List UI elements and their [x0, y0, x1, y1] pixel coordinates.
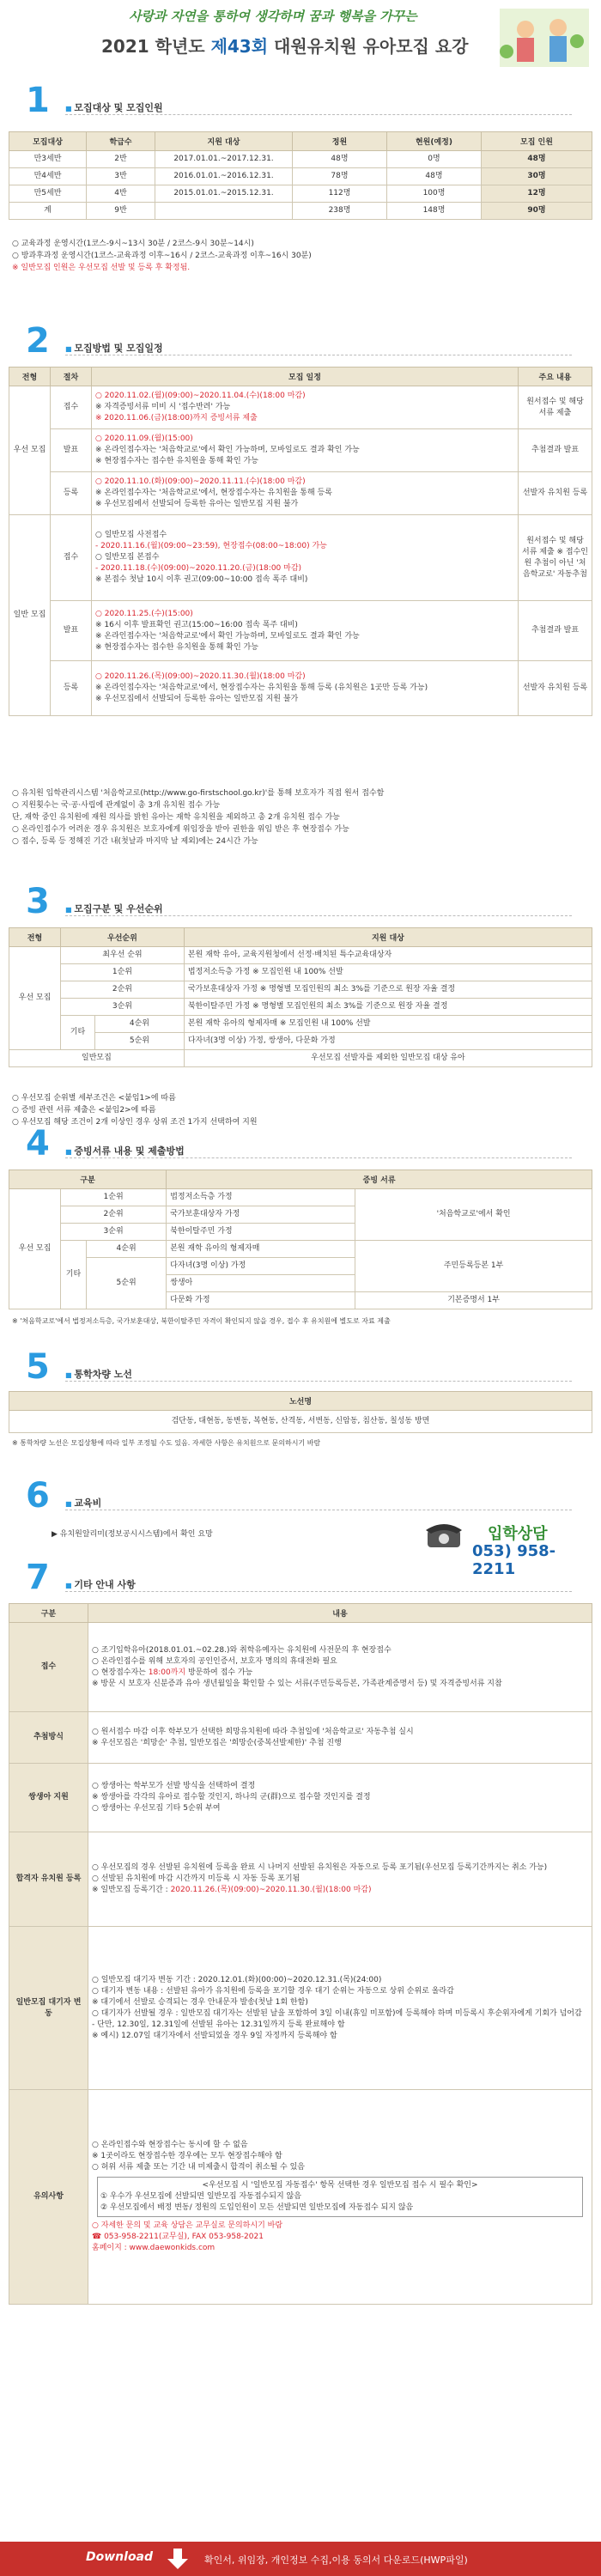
phone-label: 입학상담	[488, 1525, 548, 1543]
section-title: ■ 교육비	[65, 1496, 101, 1510]
priority-table: 전형 우선순위 지원 대상 우선 모집 최우선 순위 본원 재학 유아, 교육지원청에서 선정·배치된 특수교육대상자 1순위 법정저소득층 가정 ※ 모집인원 내 100% 선발 2순위 국가보훈대상자 가정 ※ 명형별 모집인원의 최소 3%를 기준으로 원장 자율 결정 3순위 북한이탈주민 가정 ※ 명형별 모집인원의 최소 3%를 기준으로 원장 자율 결정 기타 4순위 본원 재학 유아의 형제자매 ※ 모집인원 내 100% 선발 5순위 다자녀(3명 이상) 가정, 쌍생아, 다문화 가정 일반모집 우선모집 선발자를 제외한 일반모집 대상 유아	[9, 927, 592, 1067]
section-title: ■ 모집구분 및 우선순위	[65, 902, 163, 915]
table-row: 일반모집 대기자 변동 ○ 일반모집 대기자 변동 기간 : 2020.12.01.(화)(00:00)~2020.12.31.(목)(24:00) ○ 대기자 변동 내용 : 선발된 유아가 유치원에 등록을 포기할 경우 대기 순위는 자동으로 상위 순위로 올라감 ※ 대기에서 선발로 승격되는 경우 안내문자 발송(첫날 1회 한함) ○ 대기자가 선발될 경우 : 일반모집 대기자는 선발된 날을 포함하여 3일 이내(휴일 미포함)에 등록해야 하며 미등록시 후순위자에게 기회가 넘어감 - 단만, 12.30일, 12.31일에 선발된 유아는 12.31일까지 등록 완료해야 함 ※ 예시) 12.07일 대기자에서 선발되었을 경우 9일 자정까지 등록해야 함	[9, 1927, 592, 2090]
download-bar[interactable]	[0, 2542, 601, 2576]
table-row: 기타 4순위 본원 재학 유아의 형제자매 ※ 모집인원 내 100% 선발	[9, 1016, 592, 1033]
table-row: 다문화 가정 기본증명서 1부	[9, 1292, 592, 1309]
table-row: 계 9반 238명 148명 90명	[9, 203, 592, 220]
table-row: 접수 ○ 조기입학유아(2018.01.01.~02.28.)와 취학유예자는 유치원에 사전문의 후 현장접수 ○ 온라인접수를 위해 보호자의 공인인증서, 보호자 명의의 휴대전화 필요 ○ 현장접수자는 18:00까지 방문하여 접수 가능 ※ 방문 시 보호자 신분증과 유아 생년월일을 확인할 수 있는 서류(주민등록등본, 가족관계증명서 등) 및 자격증빙서류 지참	[9, 1623, 592, 1712]
section-number: 7	[26, 1558, 50, 1597]
table-row: 검단동, 대현동, 동변동, 복현동, 산격동, 서변동, 신암동, 침산동, 칠성동 방면	[9, 1411, 592, 1433]
table-row: 만3세반 2반 2017.01.01.~2017.12.31. 48명 0명 48명	[9, 151, 592, 168]
table-row: 5순위 다자녀(3명 이상) 가정	[9, 1258, 592, 1275]
slogan: 사랑과 자연을 통하여 생각하며 꿈과 행복을 가꾸는	[129, 9, 417, 24]
table-row: 쌍생아 지원 ○ 쌍생아는 학부모가 선발 방식을 선택하여 결정 ※ 쌍생아를 각각의 유아로 접수할 것인지, 하나의 군(群)으로 접수할 것인지를 결정 ○ 쌍생아는 우선모집 기타 5순위 부여	[9, 1764, 592, 1832]
bus-note: ※ 통학차량 노선은 모집상황에 따라 일부 조정될 수도 있음. 자세한 사항은 유치원으로 문의하시기 바람	[12, 1439, 321, 1447]
section-number: 2	[26, 321, 50, 361]
table-row: 발표 ○ 2020.11.09.(월)(15:00) ※ 온라인접수자는 '처음학교로'에서 확인 가능하며, 모바일로도 결과 확인 가능 ※ 현장접수자는 접수한 유치원을 통해 확인 가능 추첨결과 발표	[9, 429, 592, 472]
table-header: 모집대상 학급수 지원 대상 정원 현원(예정) 모집 인원	[9, 132, 592, 151]
section-priority	[0, 883, 601, 1166]
header	[0, 0, 601, 69]
recruit-notes: ○ 교육과정 운영시간(1코스-9시~13시 30분 / 2코스-9시 30분~14시) ○ 방과후과정 운영시간(1코스-교육과정 이후~16시 / 2코스-교육과정 이후~16시 30분) ※ 일반모집 인원은 우선모집 선발 및 등록 후 확정됨.	[12, 240, 312, 272]
homepage-link[interactable]: 홈페이지 : www.daewonkids.com	[92, 2244, 216, 2252]
section-title: ■ 모집방법 및 모집일정	[65, 341, 163, 355]
telephone-icon	[424, 1520, 464, 1549]
table-row: 일반모집 우선모집 선발자를 제외한 일반모집 대상 유아	[9, 1050, 592, 1067]
table-row: 5순위 다자녀(3명 이상) 가정, 쌍생아, 다문화 가정	[9, 1033, 592, 1050]
tuition-text: ▶ 유치원알리미(정보공시시스템)에서 확인 요망	[52, 1530, 213, 1539]
documents-table: 구분 증빙 서류 우선 모집 1순위 법정저소득층 가정 '처음학교로'에서 확인 2순위 국가보훈대상자 가정 3순위 북한이탈주민 가정 기타 4순위 본원 재학 유아의 형제자매 주민등록등본 1부 5순위 다자녀(3명 이상) 가정 쌍생아 다문화 가정 기본증명서 1부	[9, 1170, 592, 1309]
table-row: 발표 ○ 2020.11.25.(수)(15:00) ※ 16시 이후 발표확인 권고(15:00~16:00 접속 폭주 대비) ※ 온라인접수자는 '처음학교로'에서 확인 가능하며, 모바일로도 결과 확인 가능 ※ 현장접수자는 접수한 유치원을 통해 확인 가능 추첨결과 발표	[9, 601, 592, 661]
documents-note: ※ '처음학교로'에서 법정저소득층, 국가보훈대상, 북한이탈주민 자격이 확인되지 않을 경우, 접수 후 유치원에 별도로 자료 제출	[12, 1317, 391, 1325]
table-row: 우선 모집 접수 ○ 2020.11.02.(월)(09:00)~2020.11.04.(수)(18:00 마감) ※ 자격증빙서류 미비 시 '접수반려' 가능 ※ 2020.11.06.(금)(18:00)까지 증빙서류 제출 원서접수 및 해당 서류 제출	[9, 386, 592, 429]
download-link-text[interactable]: 확인서, 위임장, 개인정보 수집,이용 동의서 다운로드(HWP파일)	[204, 2555, 468, 2566]
table-row: 우선 모집 최우선 순위 본원 재학 유아, 교육지원청에서 선정·배치된 특수교육대상자	[9, 947, 592, 964]
bus-table: 노선명 검단동, 대현동, 동변동, 복현동, 산격동, 서변동, 신암동, 침산동, 칠성동 방면	[9, 1391, 592, 1433]
schedule-table: 전형 절차 모집 일정 주요 내용 우선 모집 접수 ○ 2020.11.02.(월)(09:00)~2020.11.04.(수)(18:00 마감) ※ 자격증빙서류 미비 시 '접수반려' 가능 ※ 2020.11.06.(금)(18:00)까지 증빙서류 제출 원서접수 및 해당 서류 제출 발표 ○ 2020.11.09.(월)(15:00) ※ 온라인접수자는 '처음학교로'에서 확인 가능하며, 모바일로도 결과 확인 가능 ※ 현장접수자는 접수한 유치원을 통해 확인 가능 추첨결과 발표 등록 ○ 2020.11.10.(화)(09:00)~2020.11.11.(수)(18:00 마감) ※ 온라인접수자는 '처음학교로'에서, 현장접수자는 유치원을 통해 등록 ※ 우선모집에서 선발되어 등록한 유아는 일반모집 지원 불가 선발자 유치원 등록 일반 모집 접수 ○ 일반모집 사전접수 - 2020.11.16.(월)(09:00~23:59), 현장접수(08:00~18:00) 가능 ○ 일반모집 본접수 - 2020.11.18.(수)(09:00)~2020.11.20.(금)(18:00 마감) ※ 본접수 첫날 10시 이후 권고(09:00~10:00 접속 폭주 대비) 원서접수 및 해당 서류 제출 ※ 접수인원 추첨이 아닌 '처음학교로' 자동추첨 발표 ○ 2020.11.25.(수)(15:00) ※ 16시 이후 발표확인 권고(15:00~16:00 접속 폭주 대비) ※ 온라인접수자는 '처음학교로'에서 확인 가능하며, 모바일로도 결과 확인 가능 ※ 현장접수자는 접수한 유치원을 통해 확인 가능 추첨결과 발표 등록 ○ 2020.11.26.(목)(09:00)~2020.11.30.(월)(18:00 마감) ※ 온라인접수자는 '처음학교로'에서, 현장접수자는 유치원을 통해 등록 (유치원은 1곳만 등록 가능) ※ 우선모집에서 선발되어 등록한 유아는 일반모집 지원 불가 선발자 유치원 등록	[9, 367, 592, 716]
page-title: 2021 학년도 제43회 대원유치원 유아모집 요강	[101, 36, 469, 57]
table-row: 등록 ○ 2020.11.10.(화)(09:00)~2020.11.11.(수)(18:00 마감) ※ 온라인접수자는 '처음학교로'에서, 현장접수자는 유치원을 통해 등록 ※ 우선모집에서 선발되어 등록한 유아는 일반모집 지원 불가 선발자 유치원 등록	[9, 472, 592, 515]
schedule-notes: ○ 유치원 입학관리시스템 '처음학교로(http://www.go-firstschool.go.kr)'를 통해 보호자가 직접 원서 접수함 ○ 지원횟수는 국·공·사립에 관계없이 총 3개 유치원 접수 가능 단, 재학 중인 유치원에 재원 의사를 밝힌 유아는 재학 유치원을 제외하고 총 2개 유치원 접수 가능 ○ 온라인접수가 어려운 경우 유치원은 보호자에게 위임장을 받아 권한을 위임 받은 후 현장접수 가능 ○ 접수, 등록 등 정해진 기간 내(첫날과 마지막 날 제외)에는 24시간 가능	[12, 789, 385, 846]
table-row: 기타 4순위 본원 재학 유아의 형제자매 주민등록등본 1부	[9, 1241, 592, 1258]
section-title: ■ 모집대상 및 모집인원	[65, 100, 163, 114]
notice-box: <우선모집 시 '일반모집 자동접수' 항목 선택한 경우 일반모집 접수 시 필수 확인> ① 우수가 우선모집에 선발되면 일반모집 자동접수되지 않음 ② 우선모집에서 배정 변동/ 정원의 도입인원이 모든 선발되면 일반모집에 자동접수 되지 않음	[97, 2177, 583, 2217]
recruit-table	[9, 131, 592, 220]
section-recruit-target	[0, 82, 601, 279]
table-row: 쌍생아	[9, 1275, 592, 1292]
table-row: 2순위 국가보훈대상자 가정 ※ 명형별 모집인원의 최소 3%를 기준으로 원장 자율 결정	[9, 981, 592, 999]
section-number: 6	[26, 1476, 50, 1516]
table-row: 일반 모집 접수 ○ 일반모집 사전접수 - 2020.11.16.(월)(09:00~23:59), 현장접수(08:00~18:00) 가능 ○ 일반모집 본접수 - 2020.11.18.(수)(09:00)~2020.11.20.(금)(18:00 마감) ※ 본접수 첫날 10시 이후 권고(09:00~10:00 접속 폭주 대비) 원서접수 및 해당 서류 제출 ※ 접수인원 추첨이 아닌 '처음학교로' 자동추첨	[9, 515, 592, 601]
download-button[interactable]: Download	[86, 2550, 154, 2564]
section-number: 3	[26, 882, 50, 921]
table-row: 우선 모집 1순위 법정저소득층 가정 '처음학교로'에서 확인	[9, 1189, 592, 1206]
section-title: ■ 증빙서류 내용 및 제출방법	[65, 1144, 185, 1157]
phone-number[interactable]: 053) 958-2211	[472, 1542, 556, 1578]
table-row: 추첨방식 ○ 원서접수 마감 이후 학부모가 선택한 희망유치원에 따라 추첨일에 '처음학교로' 자동추첨 실시 ※ 우선모집은 '희망순' 추첨, 일반모집은 '희망순(중복선발제한)' 추첨 진행	[9, 1712, 592, 1764]
table-row: 1순위 법정저소득층 가정 ※ 모집인원 내 100% 선발	[9, 964, 592, 981]
section-other-info	[0, 1558, 601, 2537]
table-row: 합격자 유치원 등록 ○ 우선모집의 경우 선발된 유치원에 등록을 완료 시 나머지 선발된 유치원은 자동으로 등록 포기됨(우선모집 등록기간까지는 취소 가능) ○ 선발된 유치원에 마감 시간까지 미등록 시 자동 등록 포기됨 ※ 일반모집 등록기간 : 2020.11.26.(목)(09:00)~2020.11.30.(월)(18:00 마감)	[9, 1832, 592, 1927]
priority-notes: ○ 우선모집 순위별 세부조건은 <붙임1>에 따름 ○ 증빙 관련 서류 제출은 <붙임2>에 따름 ○ 우선모집 해당 조건이 2개 이상인 경우 상위 조건 1가지 선택하여 지원	[12, 1094, 258, 1127]
section-number: 4	[26, 1124, 50, 1163]
table-row: 만5세반 4반 2015.01.01.~2015.12.31. 112명 100명 12명	[9, 185, 592, 203]
section-title: ■ 기타 안내 사항	[65, 1577, 136, 1591]
section-documents	[0, 1125, 601, 1340]
other-info-table: 구분 내용 접수 ○ 조기입학유아(2018.01.01.~02.28.)와 취학유예자는 유치원에 사전문의 후 현장접수 ○ 온라인접수를 위해 보호자의 공인인증서, 보호자 명의의 휴대전화 필요 ○ 현장접수자는 18:00까지 방문하여 접수 가능 ※ 방문 시 보호자 신분증과 유아 생년월일을 확인할 수 있는 서류(주민등록등본, 가족관계증명서 등) 및 자격증빙서류 지참 추첨방식 ○ 원서접수 마감 이후 학부모가 선택한 희망유치원에 따라 추첨일에 '처음학교로' 자동추첨 실시 ※ 우선모집은 '희망순' 추첨, 일반모집은 '희망순(중복선발제한)' 추첨 진행 쌍생아 지원 ○ 쌍생아는 학부모가 선발 방식을 선택하여 결정 ※ 쌍생아를 각각의 유아로 접수할 것인지, 하나의 군(群)으로 접수할 것인지를 결정 ○ 쌍생아는 우선모집 기타 5순위 부여 합격자 유치원 등록 ○ 우선모집의 경우 선발된 유치원에 등록을 완료 시 나머지 선발된 유치원은 자동으로 등록 포기됨(우선모집 등록기간까지는 취소 가능) ○ 선발된 유치원에 마감 시간까지 미등록 시 자동 등록 포기됨 ※ 일반모집 등록기간 : 2020.11.26.(목)(09:00)~2020.11.30.(월)(18:00 마감) 일반모집 대기자 변동 ○ 일반모집 대기자 변동 기간 : 2020.12.01.(화)(00:00)~2020.12.31.(목)(24:00) ○ 대기자 변동 내용 : 선발된 유아가 유치원에 등록을 포기할 경우 대기 순위는 자동으로 상위 순위로 올라감 ※ 대기에서 선발로 승격되는 경우 안내문자 발송(첫날 1회 한함) ○ 대기자가 선발될 경우 : 일반모집 대기자는 선발된 날을 포함하여 3일 이내(휴일 미포함)에 등록해야 하며 미등록시 후순위자에게 기회가 넘어감 - 단만, 12.30일, 12.31일에 선발된 유아는 12.31일까지 등록 완료해야 함 ※ 예시) 12.07일 대기자에서 선발되었을 경우 9일 자정까지 등록해야 함 유의사항 ○ 온라인접수와 현장접수는 동시에 할 수 없음 ※ 1곳이라도 현장접수한 경우에는 모두 현장접수해야 함 ○ 허위 서류 제출 또는 기간 내 미제출시 합격이 취소될 수 있음 <우선모집 시 '일반모집 자동접수' 항목 선택한 경우 일반모집 접수 시 필수 확인> ① 우수가 우선모집에 선발되면 일반모집 자동접수되지 않음 ② 우선모집에서 배정 변동/ 정원의 도입인원이 모든 선발되면 일반모집에 자동접수 되지 않음 ○ 자세한 문의 및 교육 상담은 교무실로 문의하시기 바람 ☎ 053-958-2211(교무실), FAX 053-958-2021 홈페이지 : www.daewonkids.com	[9, 1603, 592, 2305]
table-row: 3순위 북한이탈주민 가정	[9, 1224, 592, 1241]
kids-illustration	[491, 3, 594, 70]
section-title: ■ 통학차량 노선	[65, 1367, 132, 1381]
section-schedule	[0, 322, 601, 846]
section-number: 5	[26, 1347, 50, 1387]
download-arrow-icon	[165, 2547, 191, 2571]
section-number: 1	[26, 81, 50, 120]
section-bus	[0, 1347, 601, 1447]
table-row: 만4세반 3반 2016.01.01.~2016.12.31. 78명 48명 30명	[9, 168, 592, 185]
table-row: 유의사항 ○ 온라인접수와 현장접수는 동시에 할 수 없음 ※ 1곳이라도 현장접수한 경우에는 모두 현장접수해야 함 ○ 허위 서류 제출 또는 기간 내 미제출시 합격이 취소될 수 있음 <우선모집 시 '일반모집 자동접수' 항목 선택한 경우 일반모집 접수 시 필수 확인> ① 우수가 우선모집에 선발되면 일반모집 자동접수되지 않음 ② 우선모집에서 배정 변동/ 정원의 도입인원이 모든 선발되면 일반모집에 자동접수 되지 않음 ○ 자세한 문의 및 교육 상담은 교무실로 문의하시기 바람 ☎ 053-958-2211(교무실), FAX 053-958-2021 홈페이지 : www.daewonkids.com	[9, 2090, 592, 2305]
table-row: 2순위 국가보훈대상자 가정	[9, 1206, 592, 1224]
table-row: 등록 ○ 2020.11.26.(목)(09:00)~2020.11.30.(월)(18:00 마감) ※ 온라인접수자는 '처음학교로'에서, 현장접수자는 유치원을 통해 등록 (유치원은 1곳만 등록 가능) ※ 우선모집에서 선발되어 등록한 유아는 일반모집 지원 불가 선발자 유치원 등록	[9, 661, 592, 716]
table-row: 3순위 북한이탈주민 가정 ※ 명형별 모집인원의 최소 3%를 기준으로 원장 자율 결정	[9, 999, 592, 1016]
